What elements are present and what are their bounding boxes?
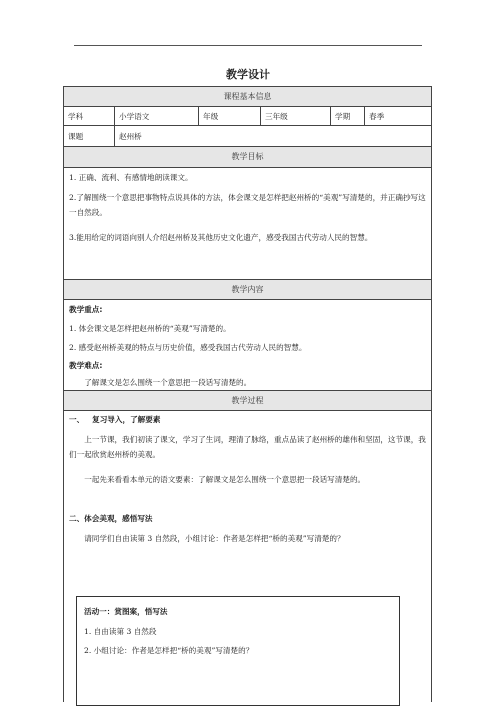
content-header-label: 教学内容: [231, 285, 264, 294]
course-info-header: [64, 86, 431, 106]
objective-item: 3.能用给定的词语向别人介绍赵州桥及其他历史文化遗产，感受我国古代劳动人民的智慧。: [69, 233, 373, 242]
page-title: 教学设计: [226, 68, 270, 81]
topic-row: [64, 125, 431, 146]
objective-item: 1. 正确、流利、有感情地朗读课文。: [69, 173, 193, 182]
key-point-item: 1. 体会课文是怎样把赵州桥的“美观”写清楚的。: [69, 324, 231, 333]
difficulty-text: 了解课文是怎么围绕一个意思把一段话写清楚的。: [84, 378, 252, 387]
objectives-body: [64, 167, 431, 279]
course-info-header-label: 课程基本信息: [223, 92, 272, 101]
grade-value: 三年级: [260, 107, 330, 125]
difficulty-label: 教学难点:: [69, 361, 103, 370]
activity-title: 活动一：赏图案，悟写法: [84, 607, 168, 616]
content-header: [64, 279, 431, 299]
process-paragraph: 一起先来看看本单元的语文要素：了解课文是怎么围绕一个意思把一段话写清楚的。: [84, 475, 366, 484]
term-value: 春季: [364, 107, 431, 125]
content-body: [64, 299, 431, 390]
process-paragraph: 上一节课，我们初读了课文，学习了生词，理清了脉络，重点品读了赵州桥的雄伟和坚固，这节课，我们一起欣赏赵州桥的美观。: [69, 435, 426, 459]
objective-item: 2.了解围绕一个意思把事物特点说具体的方法，体会课文是怎样把赵州桥的“美观”写清楚的，并正确抄写这一自然段。: [69, 193, 426, 217]
subject-value: 小学语文: [114, 107, 198, 125]
section-heading: 二、体会美观，感悟写法: [69, 514, 153, 523]
header-rule: [74, 45, 422, 46]
section-heading: 一、 复习导入，了解要素: [69, 415, 161, 424]
key-point-item: 2. 感受赵州桥美观的特点与历史价值，感受我国古代劳动人民的智慧。: [69, 343, 307, 352]
topic-value: 赵州桥: [114, 126, 431, 146]
activity-item: 2. 小组讨论：作者是怎样把“桥的美观”写清楚的？: [84, 646, 254, 655]
term-label: 学期: [330, 107, 364, 125]
process-paragraph: 请同学们自由读第 3 自然段，小组讨论：作者是怎样把“桥的美观”写清楚的？: [84, 534, 345, 543]
key-points-label: 教学重点:: [69, 305, 103, 314]
process-header-label: 教学过程: [231, 396, 264, 405]
subject-label: 学科: [68, 111, 84, 121]
activity-item: 1. 自由读第 3 自然段: [84, 627, 157, 636]
objectives-header-label: 教学目标: [231, 152, 264, 161]
activity-box: [76, 596, 400, 706]
course-info-row: [64, 106, 431, 125]
objectives-header: [64, 146, 431, 167]
grade-label: 年级: [198, 107, 260, 125]
topic-label: 课题: [68, 131, 84, 141]
process-header: [64, 390, 431, 410]
